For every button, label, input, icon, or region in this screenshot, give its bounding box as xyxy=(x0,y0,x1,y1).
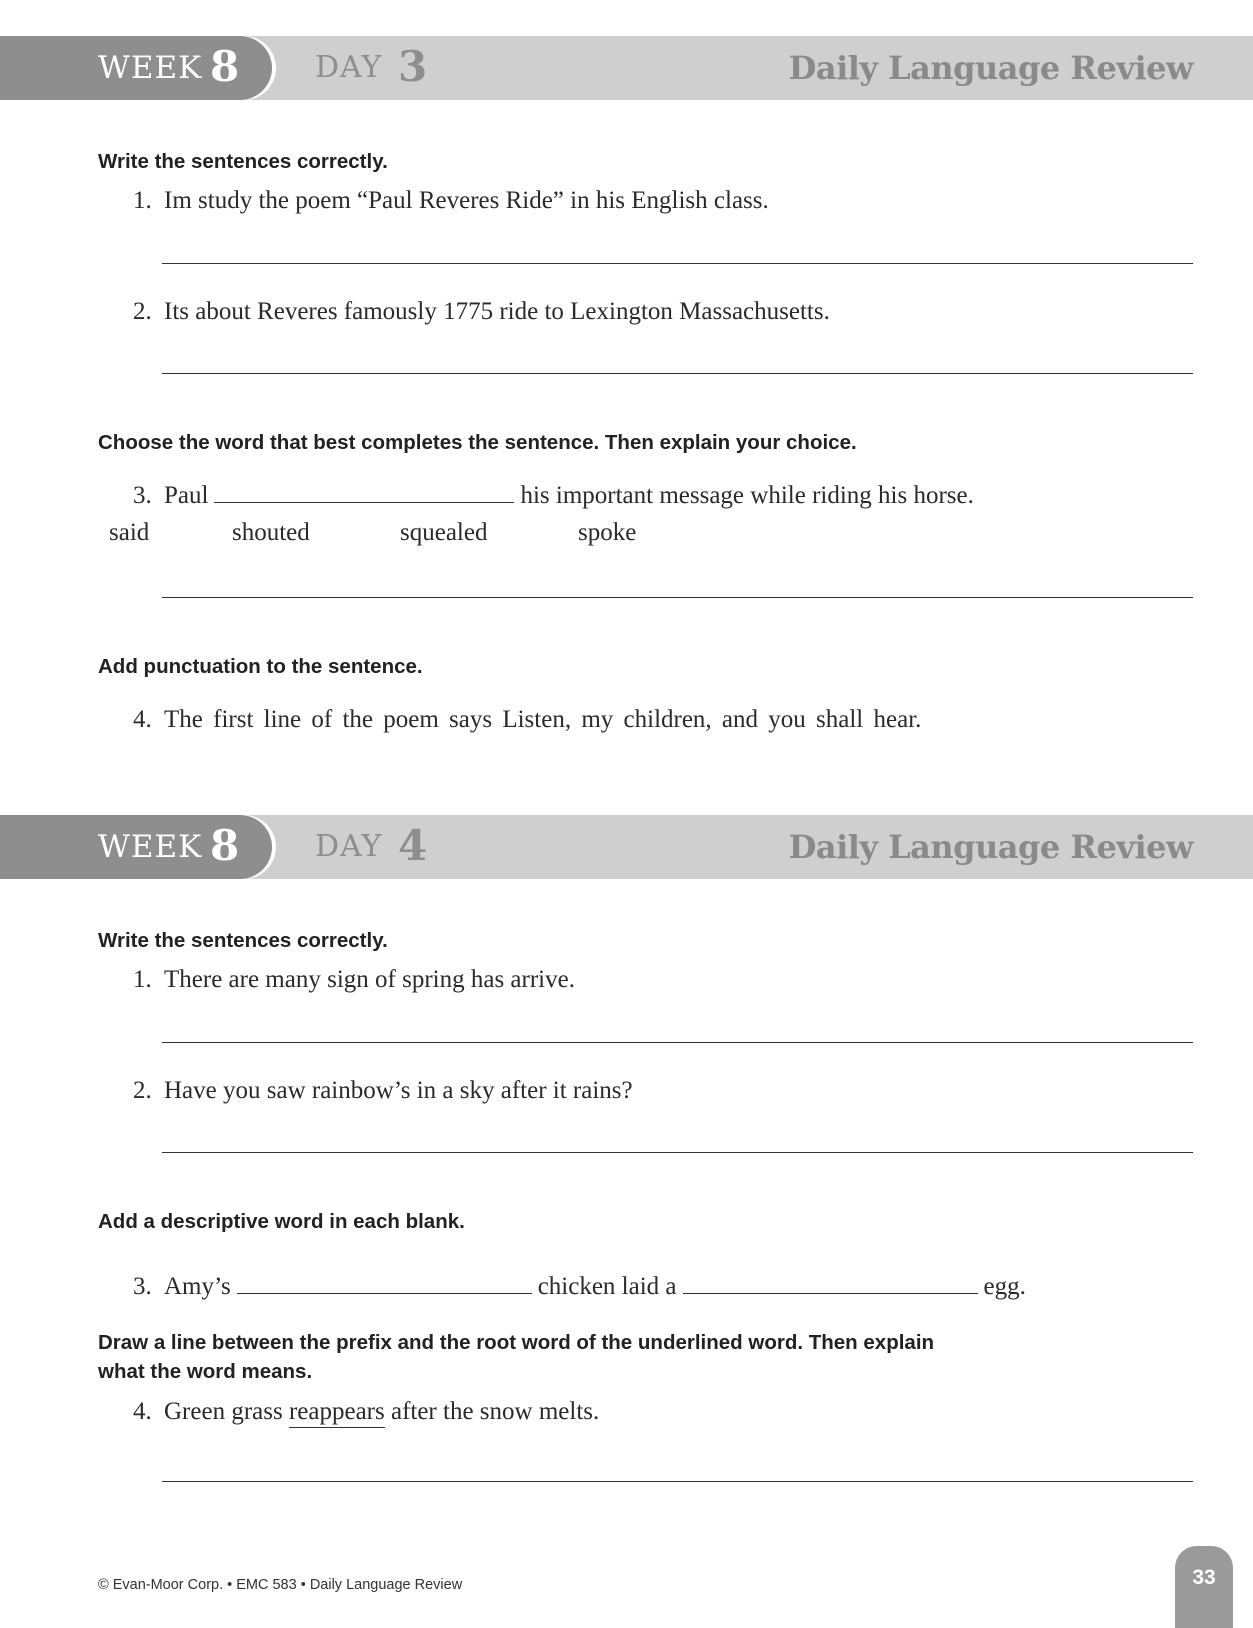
question-number: 1. xyxy=(133,966,152,993)
question-number: 4. xyxy=(133,1398,152,1425)
question-1 xyxy=(133,965,575,995)
question-text-after: after the snow melts. xyxy=(390,1398,600,1425)
page-number-tab xyxy=(1175,1546,1233,1628)
instruction-punctuation: Add punctuation to the sentence. xyxy=(98,655,423,678)
instruction-prefix-line2: what the word means. xyxy=(98,1360,313,1383)
answer-line[interactable] xyxy=(162,1481,1193,1482)
week-label: WEEK xyxy=(98,50,203,86)
question-1 xyxy=(133,186,769,216)
day-label: DAY xyxy=(315,50,383,85)
instruction-descriptive: Add a descriptive word in each blank. xyxy=(98,1210,465,1233)
question-3 xyxy=(133,1272,1026,1302)
answer-line[interactable] xyxy=(162,373,1193,374)
week-number: 8 xyxy=(210,42,240,91)
week-number: 8 xyxy=(210,821,240,870)
footer-credit: © Evan-Moor Corp. • EMC 583 • Daily Language Review xyxy=(98,1577,463,1593)
question-text: There are many sign of spring has arrive. xyxy=(164,966,575,993)
question-text: Its about Reveres famously 1775 ride to Lexington Massachusetts. xyxy=(164,298,830,325)
question-text-before: Green grass xyxy=(164,1398,283,1425)
page-number: 33 xyxy=(1192,1566,1216,1589)
question-number: 3. xyxy=(133,482,152,509)
question-text-middle: chicken laid a xyxy=(537,1273,677,1300)
question-number: 3. xyxy=(133,1273,152,1300)
week-label: WEEK xyxy=(98,829,203,865)
day-number: 4 xyxy=(398,821,428,870)
question-4 xyxy=(133,1397,599,1427)
question-number: 2. xyxy=(133,298,152,325)
underlined-word[interactable]: reappears xyxy=(289,1398,385,1428)
question-text-before: Amy’s xyxy=(164,1273,231,1300)
question-number: 1. xyxy=(133,187,152,214)
question-text-before: Paul xyxy=(164,482,209,509)
fill-in-blank[interactable] xyxy=(237,1292,532,1294)
instruction-choose-word: Choose the word that best completes the sentence. Then explain your choice. xyxy=(98,431,857,454)
day-label: DAY xyxy=(315,829,383,864)
word-choice-shouted[interactable]: shouted xyxy=(232,519,310,546)
word-choice-squealed[interactable]: squealed xyxy=(400,519,488,546)
question-2 xyxy=(133,1076,633,1106)
banner-title: Daily Language Review xyxy=(788,828,1193,866)
day3-header-banner xyxy=(0,36,1253,100)
question-3 xyxy=(133,481,974,511)
question-2 xyxy=(133,297,830,327)
day-number: 3 xyxy=(398,42,428,91)
question-text-after: his important message while riding his horse. xyxy=(520,482,974,509)
question-number: 2. xyxy=(133,1077,152,1104)
answer-line[interactable] xyxy=(162,1152,1193,1153)
fill-in-blank[interactable] xyxy=(683,1292,978,1294)
instruction-write-correctly: Write the sentences correctly. xyxy=(98,929,388,952)
banner-title: Daily Language Review xyxy=(788,49,1193,87)
answer-line[interactable] xyxy=(162,1042,1193,1043)
question-number: 4. xyxy=(133,706,152,733)
question-text: Have you saw rainbow’s in a sky after it rains? xyxy=(164,1077,633,1104)
question-4 xyxy=(133,705,921,735)
question-text: The first line of the poem says Listen, my children, and you shall hear. xyxy=(164,706,922,733)
day4-header-banner xyxy=(0,815,1253,879)
word-choice-said[interactable]: said xyxy=(109,519,150,546)
fill-in-blank[interactable] xyxy=(214,501,514,503)
instruction-write-correctly: Write the sentences correctly. xyxy=(98,150,388,173)
instruction-prefix-line1: Draw a line between the prefix and the root word of the underlined word. Then explain xyxy=(98,1331,935,1354)
answer-line[interactable] xyxy=(162,263,1193,264)
question-text: Im study the poem “Paul Reveres Ride” in his English class. xyxy=(164,187,769,214)
question-text-after: egg. xyxy=(983,1273,1026,1300)
word-choice-spoke[interactable]: spoke xyxy=(578,519,637,546)
answer-line[interactable] xyxy=(162,597,1193,598)
